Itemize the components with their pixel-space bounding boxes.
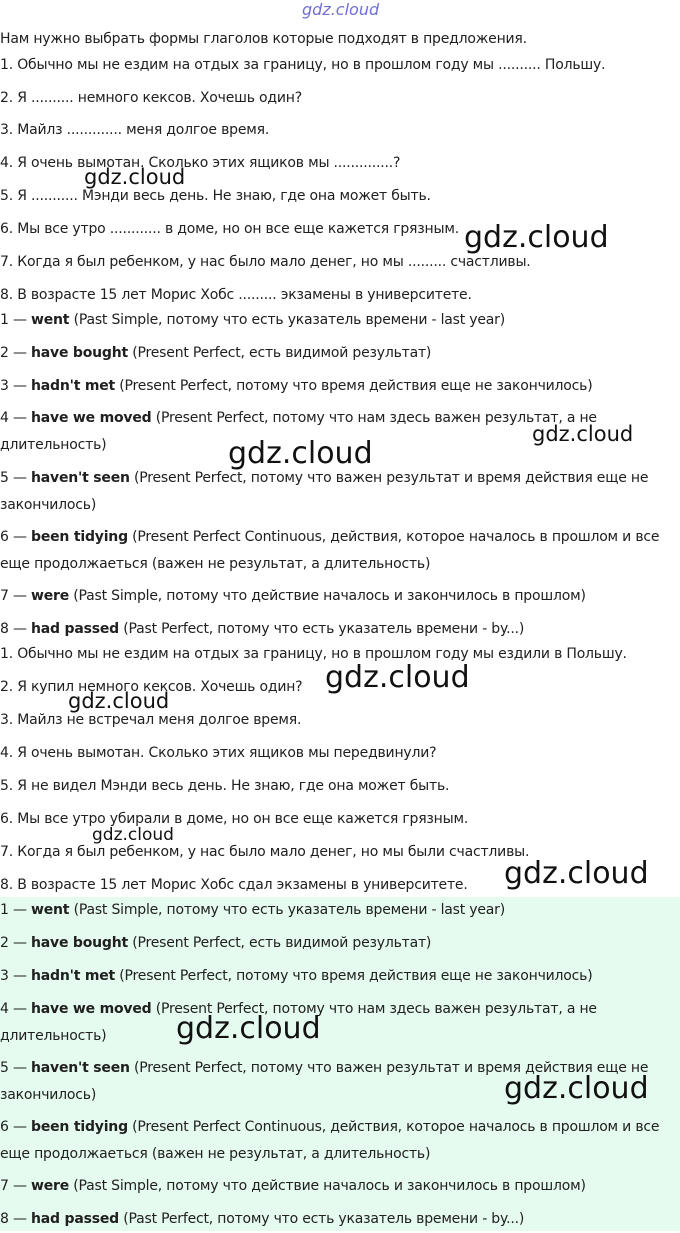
watermark-overlay: gdz.cloud (84, 165, 186, 189)
task-intro: Нам нужно выбрать формы глаголов которые подходят в предложения. (0, 31, 527, 47)
question-7: 7. Когда я был ребенком, у нас было мало денег, но мы ......... счастливы. (0, 254, 531, 270)
watermark-overlay: gdz.cloud (92, 825, 174, 845)
answer-repeat-5: 5 — haven't seen (Present Perfect, потому что важен результат и время действия еще не закончилось) (0, 1060, 649, 1103)
answer-4: 4 — have we moved (Present Perfect, потому что нам здесь важен результат, а не длительность) (0, 410, 597, 453)
watermark-overlay: gdz.cloud (68, 689, 170, 713)
filled-sentence-8: 8. В возрасте 15 лет Морис Хобс сдал экзамены в университете. (0, 877, 468, 893)
question-5: 5. Я ........... Мэнди весь день. Не знаю, где она может быть. (0, 188, 431, 204)
answer-repeat-1: 1 — went (Past Simple, потому что есть указатель времени - last year) (0, 902, 505, 918)
question-8: 8. В возрасте 15 лет Морис Хобс ......... экзамены в университете. (0, 287, 472, 303)
answer-5: 5 — haven't seen (Present Perfect, потому что важен результат и время действия еще не закончилось) (0, 470, 649, 513)
answer-repeat-8: 8 — had passed (Past Perfect, потому что есть указатель времени - by...) (0, 1211, 525, 1227)
watermark-overlay: gdz.cloud (532, 422, 634, 446)
question-4: 4. Я очень вымотан. Сколько этих ящиков мы ..............? (0, 155, 401, 171)
filled-sentence-2: 2. Я купил немного кексов. Хочешь один? (0, 679, 303, 695)
filled-sentence-4: 4. Я очень вымотан. Сколько этих ящиков мы передвинули? (0, 745, 437, 761)
watermark-overlay: gdz.cloud (228, 436, 373, 471)
filled-sentence-5: 5. Я не видел Мэнди весь день. Не знаю, где она может быть. (0, 778, 450, 794)
answer-1: 1 — went (Past Simple, потому что есть указатель времени - last year) (0, 312, 505, 328)
answer-repeat-7: 7 — were (Past Simple, потому что действие началось и закончилось в прошлом) (0, 1178, 586, 1194)
answer-6: 6 — been tidying (Present Perfect Continuous, действия, которое началось в прошлом и все еще продолжаеться (важен не результат, а длительность) (0, 529, 660, 572)
answer-8: 8 — had passed (Past Perfect, потому что есть указатель времени - by...) (0, 621, 525, 637)
answer-repeat-3: 3 — hadn't met (Present Perfect, потому что время действия еще не закончилось) (0, 968, 593, 984)
watermark-overlay: gdz.cloud (176, 1011, 321, 1046)
question-2: 2. Я .......... немного кексов. Хочешь один? (0, 90, 302, 106)
question-3: 3. Майлз ............. меня долгое время. (0, 122, 270, 138)
watermark-overlay: gdz.cloud (504, 1071, 649, 1106)
answer-7: 7 — were (Past Simple, потому что действие началось и закончилось в прошлом) (0, 588, 586, 604)
answer-repeat-4: 4 — have we moved (Present Perfect, потому что нам здесь важен результат, а не длительность) (0, 1001, 597, 1044)
filled-sentence-6: 6. Мы все утро убирали в доме, но он все еще кажется грязным. (0, 811, 469, 827)
watermark-overlay: gdz.cloud (504, 856, 649, 891)
answer-3: 3 — hadn't met (Present Perfect, потому что время действия еще не закончилось) (0, 378, 593, 394)
answer-2: 2 — have bought (Present Perfect, есть видимой результат) (0, 345, 432, 361)
filled-sentence-1: 1. Обычно мы не ездим на отдых за границу, но в прошлом году мы ездили в Польшу. (0, 646, 627, 662)
watermark-overlay: gdz.cloud (464, 220, 609, 255)
question-6: 6. Мы все утро ............ в доме, но он все еще кажется грязным. (0, 221, 459, 237)
filled-sentence-7: 7. Когда я был ребенком, у нас было мало денег, но мы были счастливы. (0, 844, 530, 860)
answer-repeat-6: 6 — been tidying (Present Perfect Continuous, действия, которое началось в прошлом и все еще продолжаеться (важен не результат, а длительность) (0, 1119, 660, 1162)
site-watermark-top: gdz.cloud (302, 0, 380, 19)
question-1: 1. Обычно мы не ездим на отдых за границу, но в прошлом году мы .......... Польшу. (0, 57, 606, 73)
watermark-overlay: gdz.cloud (325, 660, 470, 695)
filled-sentence-3: 3. Майлз не встречал меня долгое время. (0, 712, 302, 728)
answer-repeat-2: 2 — have bought (Present Perfect, есть видимой результат) (0, 935, 432, 951)
